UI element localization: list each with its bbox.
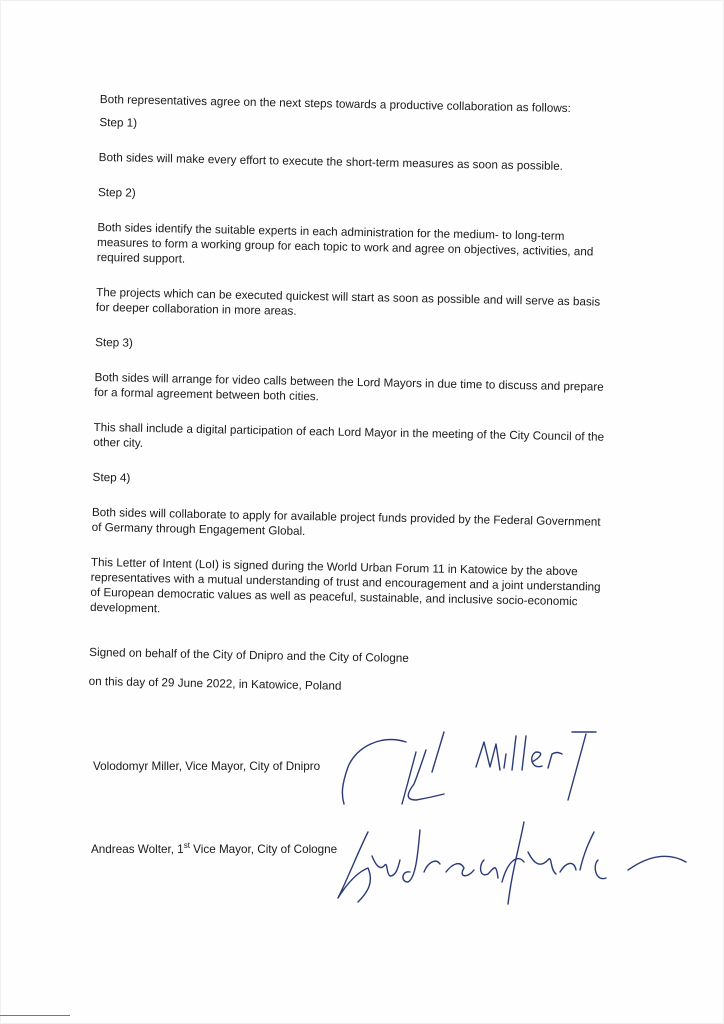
- step-2-text: Both sides identify the suitable experts in each administration for the medium- to long-term measures to form a working group for each topic to work and agree on objectives, activities, and required support.: [96, 220, 594, 266]
- step-2-projects: The projects which can be executed quickest will start as soon as possible and will serve as basis for deeper collaboration in more areas.: [95, 285, 601, 318]
- signing-date-place: on this day of 29 June 2022, in Katowice, Poland: [88, 674, 342, 693]
- step-3-text: Both sides will arrange for video calls between the Lord Mayors in due time to discuss and prepare for a formal agreement between both cities.: [94, 370, 604, 404]
- intro-paragraph: Both representatives agree on the next steps towards a productive collaboration as follows:: [99, 92, 571, 116]
- step-3-participation: This shall include a digital participation of each Lord Mayor in the meeting of the City Council of the other city.: [93, 420, 605, 450]
- signatory-wolter-role: Vice Mayor, City of Cologne: [189, 842, 338, 856]
- signed-on-behalf: Signed on behalf of the City of Dnipro and the City of Cologne: [89, 645, 409, 666]
- step-1-text: Both sides will make every effort to execute the short-term measures as soon as possible.: [98, 150, 564, 173]
- signatory-wolter-name: Andreas Wolter, 1: [91, 842, 184, 856]
- signatory-wolter-sup: st: [183, 841, 190, 850]
- loi-statement: This Letter of Intent (LoI) is signed during the World Urban Forum 11 in Katowice by the above representatives with a mutual understanding of trust and encouragement and a joint understanding of European democratic values as well as peaceful, sustainable, and inclusive socio-economic development.: [89, 555, 601, 616]
- step-4-heading: Step 4): [92, 470, 131, 485]
- step-3-heading: Step 3): [95, 335, 133, 350]
- wolter-signature: [328, 812, 688, 924]
- miller-signature: [336, 722, 616, 822]
- step-1-heading: Step 1): [99, 115, 138, 130]
- signatory-miller: Volodomyr Miller, Vice Mayor, City of Dnipro: [93, 760, 321, 773]
- signatory-wolter: [91, 841, 337, 856]
- letter-body: [88, 92, 620, 719]
- scan-edge-shadow: [0, 1015, 70, 1016]
- step-4-text: Both sides will collaborate to apply for available project funds provided by the Federal Government of Germany through Engagement Global.: [91, 505, 601, 539]
- step-2-heading: Step 2): [97, 185, 136, 200]
